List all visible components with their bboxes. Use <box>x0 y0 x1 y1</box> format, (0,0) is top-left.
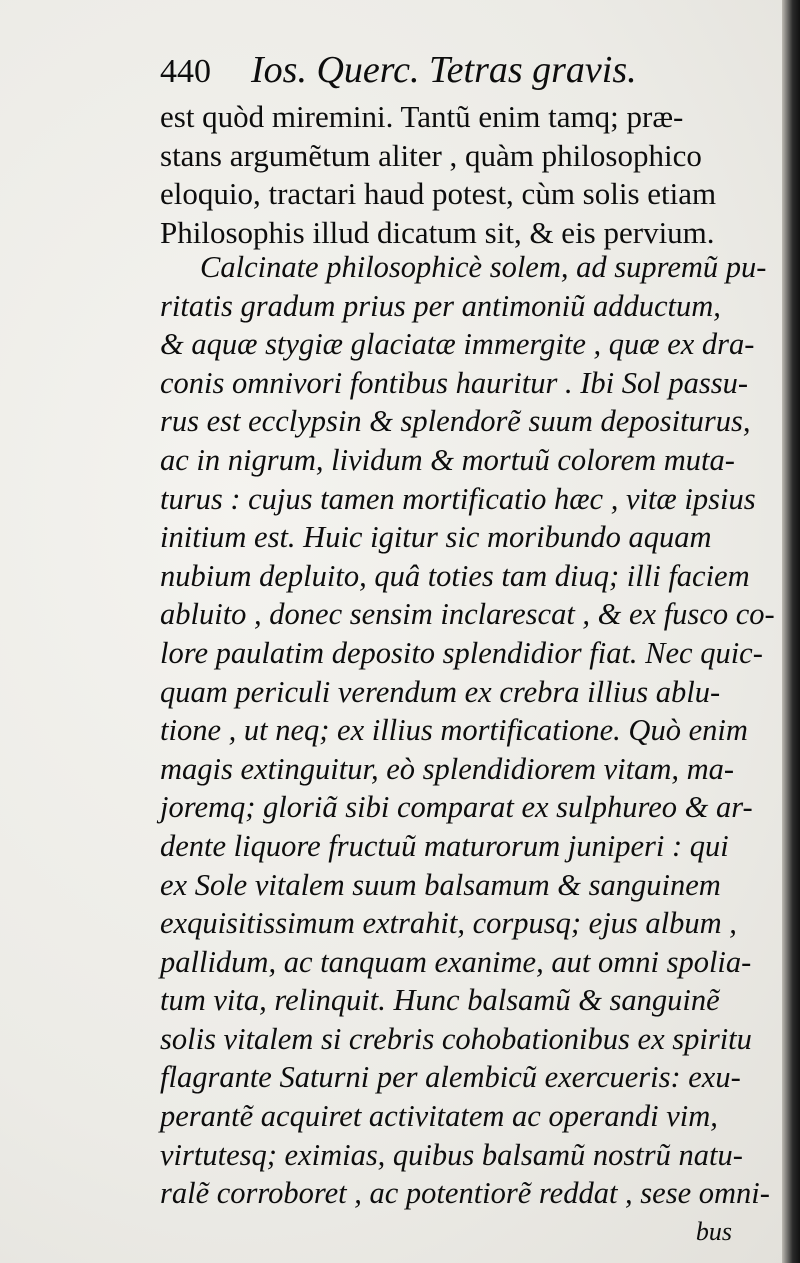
text-line: magis extinguitur, eò splendidiorem vitam, ma- <box>160 751 735 786</box>
text-line: ex Sole vitalem suum balsamum & sanguinem <box>160 867 721 902</box>
running-header <box>160 48 637 96</box>
text-line: conis omnivori fontibus hauritur . Ibi Sol passu- <box>160 365 748 400</box>
italic-paragraph <box>160 248 775 1251</box>
text-line: Calcinate philosophicè solem, ad supremũ pu- <box>200 250 767 284</box>
text-line: ritatis gradum prius per antimoniũ adductum, <box>160 288 721 323</box>
page-number: 440 <box>160 53 211 90</box>
text-line: quam periculi verendum ex crebra illius ablu- <box>160 674 721 709</box>
text-line: abluito , donec sensim inclarescat , & ex fusco co- <box>160 597 775 632</box>
text-line: rus est ecclypsin & splendorẽ suum depositurus, <box>160 404 751 439</box>
text-line: exquisitissimum extrahit, corpusq; ejus album , <box>160 906 737 941</box>
text-line: perantẽ acquiret activitatem ac operandi vim, <box>160 1099 718 1134</box>
text-line: eloquio, tractari haud potest, cùm solis etiam <box>160 176 717 211</box>
text-line: & aquæ stygiæ glaciatæ immergite , quæ ex dra- <box>160 327 755 362</box>
text-line: ac in nigrum, lividum & mortuũ colorem muta- <box>160 442 735 477</box>
text-line: turus : cujus tamen mortificatio hæc , vitæ ipsius <box>160 481 756 516</box>
text-line: flagrante Saturni per alembicũ exercueris: exu- <box>160 1060 741 1095</box>
text-line: tione , ut neq; ex illius mortificatione. Quò enim <box>160 713 748 748</box>
text-line: lore paulatim deposito splendidior fiat. Nec quic- <box>160 635 763 670</box>
text-line: virtutesq; eximias, quibus balsamũ nostrũ natu- <box>160 1137 743 1172</box>
book-spine-shadow <box>782 0 800 1263</box>
text-line: nubium depluito, quâ toties tam diuq; illi faciem <box>160 558 750 593</box>
text-line: initium est. Huic igitur sic moribundo aquam <box>160 520 712 555</box>
text-line: tum vita, relinquit. Hunc balsamũ & sanguinẽ <box>160 983 720 1018</box>
text-line: pallidum, ac tanquam exanime, aut omni spolia- <box>160 944 752 979</box>
text-line: stans argumẽtum aliter , quàm philosophico <box>160 137 702 173</box>
text-line: solis vitalem si crebris cohobationibus ex spiritu <box>160 1021 752 1056</box>
text-line: dente liquore fructuũ maturorum juniperi : qui <box>160 828 729 863</box>
text-line: est quòd miremini. Tantũ enim tamq; præ- <box>160 99 684 134</box>
running-title: Ios. Querc. Tetras gravis. <box>251 49 637 91</box>
text-line: Philosophis illud dicatum sit, & eis pervium. <box>160 214 715 250</box>
catchword: bus <box>695 1216 732 1246</box>
text-line: ralẽ corroboret , ac potentiorẽ reddat , sese omni- <box>160 1176 770 1211</box>
text-line: joremq; gloriã sibi comparat ex sulphureo & ar- <box>160 790 753 825</box>
roman-paragraph <box>160 98 772 252</box>
